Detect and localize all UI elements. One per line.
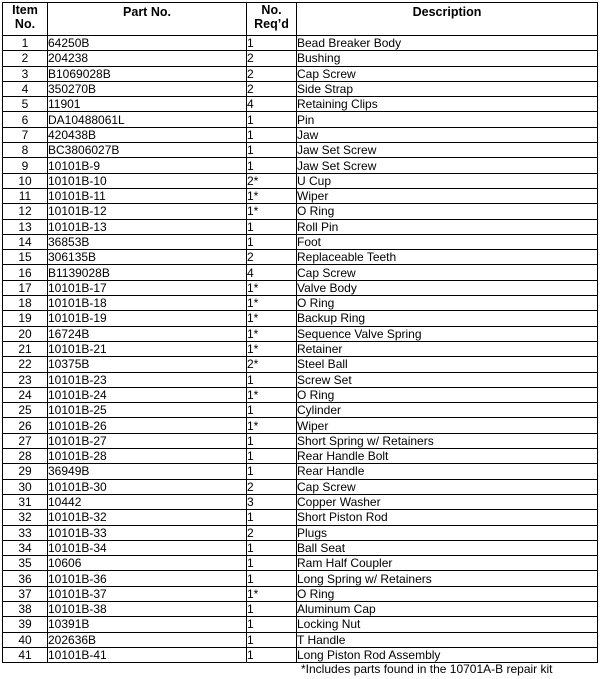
- part-no-cell: 11901: [48, 97, 247, 112]
- table-row: [3, 311, 598, 326]
- description-cell: Sequence Valve Spring: [297, 326, 598, 341]
- table-row: [3, 112, 598, 127]
- part-no-cell: 10101B-23: [48, 372, 247, 387]
- part-no-cell: 16724B: [48, 326, 247, 341]
- part-no-cell: 10101B-36: [48, 571, 247, 586]
- table-row: [3, 372, 598, 387]
- description-cell: Rear Handle: [297, 464, 598, 479]
- item-no-cell: 4: [3, 81, 48, 96]
- header-row: [3, 3, 598, 36]
- header-item-no-line2: No.: [14, 17, 36, 31]
- item-no-cell: 5: [3, 97, 48, 112]
- description-cell: U Cup: [297, 173, 598, 188]
- table-row: [3, 341, 598, 356]
- item-no-cell: 24: [3, 387, 48, 402]
- table-row: [3, 219, 598, 234]
- description-cell: Steel Ball: [297, 357, 598, 372]
- item-no-cell: 12: [3, 204, 48, 219]
- table-row: [3, 556, 598, 571]
- description-cell: Wiper: [297, 418, 598, 433]
- table-row: [3, 433, 598, 448]
- table-row: [3, 326, 598, 341]
- item-no-cell: 6: [3, 112, 48, 127]
- qty-cell: 1*: [247, 188, 297, 203]
- item-no-cell: 39: [3, 617, 48, 632]
- table-row: [3, 586, 598, 601]
- description-cell: Ball Seat: [297, 540, 598, 555]
- part-no-cell: 10101B-13: [48, 219, 247, 234]
- qty-cell: 1: [247, 127, 297, 142]
- part-no-cell: 10101B-41: [48, 647, 247, 662]
- item-no-cell: 1: [3, 36, 48, 51]
- part-no-cell: 420438B: [48, 127, 247, 142]
- description-cell: Screw Set: [297, 372, 598, 387]
- part-no-cell: 204238: [48, 51, 247, 66]
- table-row: [3, 479, 598, 494]
- qty-cell: 1*: [247, 326, 297, 341]
- part-no-cell: 36949B: [48, 464, 247, 479]
- part-no-cell: 10101B-38: [48, 601, 247, 616]
- description-cell: Cap Screw: [297, 66, 598, 81]
- qty-cell: 1: [247, 601, 297, 616]
- item-no-cell: 13: [3, 219, 48, 234]
- item-no-cell: 22: [3, 357, 48, 372]
- table-row: [3, 571, 598, 586]
- description-cell: Bushing: [297, 51, 598, 66]
- part-no-cell: 10101B-24: [48, 387, 247, 402]
- table-row: [3, 418, 598, 433]
- part-no-cell: 10101B-17: [48, 280, 247, 295]
- part-no-cell: 10101B-25: [48, 403, 247, 418]
- qty-cell: 1*: [247, 586, 297, 601]
- item-no-cell: 27: [3, 433, 48, 448]
- header-no-reqd-line2: Req’d: [254, 17, 289, 31]
- qty-cell: 1: [247, 219, 297, 234]
- qty-cell: 2: [247, 525, 297, 540]
- part-no-cell: 202636B: [48, 632, 247, 647]
- table-row: [3, 204, 598, 219]
- item-no-cell: 31: [3, 494, 48, 509]
- item-no-cell: 2: [3, 51, 48, 66]
- item-no-cell: 14: [3, 234, 48, 249]
- part-no-cell: 10391B: [48, 617, 247, 632]
- description-cell: Locking Nut: [297, 617, 598, 632]
- part-no-cell: 10606: [48, 556, 247, 571]
- part-no-cell: 10101B-30: [48, 479, 247, 494]
- table-row: [3, 81, 598, 96]
- part-no-cell: 306135B: [48, 250, 247, 265]
- table-row: [3, 36, 598, 51]
- table-row: [3, 66, 598, 81]
- description-cell: Retainer: [297, 341, 598, 356]
- part-no-cell: 36853B: [48, 234, 247, 249]
- table-row: [3, 158, 598, 173]
- description-cell: Long Spring w/ Retainers: [297, 571, 598, 586]
- description-cell: Short Piston Rod: [297, 510, 598, 525]
- item-no-cell: 11: [3, 188, 48, 203]
- part-no-cell: DA10488061L: [48, 112, 247, 127]
- item-no-cell: 20: [3, 326, 48, 341]
- table-row: [3, 127, 598, 142]
- part-no-cell: 10101B-27: [48, 433, 247, 448]
- footnote: *Includes parts found in the 10701A-B repair kit: [301, 662, 553, 676]
- qty-cell: 1: [247, 112, 297, 127]
- part-no-cell: BC3806027B: [48, 143, 247, 158]
- description-cell: Wiper: [297, 188, 598, 203]
- table-row: [3, 296, 598, 311]
- part-no-cell: 10101B-34: [48, 540, 247, 555]
- qty-cell: 4: [247, 265, 297, 280]
- item-no-cell: 36: [3, 571, 48, 586]
- item-no-cell: 26: [3, 418, 48, 433]
- item-no-cell: 15: [3, 250, 48, 265]
- header-part-no: Part No.: [48, 3, 247, 36]
- description-cell: Bead Breaker Body: [297, 36, 598, 51]
- qty-cell: 1: [247, 617, 297, 632]
- qty-cell: 1: [247, 234, 297, 249]
- item-no-cell: 3: [3, 66, 48, 81]
- qty-cell: 2*: [247, 357, 297, 372]
- part-no-cell: 10375B: [48, 357, 247, 372]
- qty-cell: 1: [247, 36, 297, 51]
- item-no-cell: 25: [3, 403, 48, 418]
- qty-cell: 4: [247, 97, 297, 112]
- item-no-cell: 9: [3, 158, 48, 173]
- description-cell: Foot: [297, 234, 598, 249]
- description-cell: Side Strap: [297, 81, 598, 96]
- table-row: [3, 280, 598, 295]
- item-no-cell: 30: [3, 479, 48, 494]
- description-cell: Jaw: [297, 127, 598, 142]
- description-cell: Short Spring w/ Retainers: [297, 433, 598, 448]
- qty-cell: 1*: [247, 296, 297, 311]
- header-no-reqd: [247, 3, 297, 36]
- part-no-cell: 10101B-11: [48, 188, 247, 203]
- header-item-no: [3, 3, 48, 36]
- table-row: [3, 357, 598, 372]
- item-no-cell: 16: [3, 265, 48, 280]
- header-no-reqd-line1: No.: [261, 3, 282, 17]
- table-row: [3, 617, 598, 632]
- description-cell: Long Piston Rod Assembly: [297, 647, 598, 662]
- table-row: [3, 540, 598, 555]
- part-no-cell: 10101B-33: [48, 525, 247, 540]
- part-no-cell: 10101B-26: [48, 418, 247, 433]
- description-cell: Pin: [297, 112, 598, 127]
- table-row: [3, 449, 598, 464]
- part-no-cell: B1139028B: [48, 265, 247, 280]
- part-no-cell: 10101B-19: [48, 311, 247, 326]
- qty-cell: 1*: [247, 341, 297, 356]
- item-no-cell: 32: [3, 510, 48, 525]
- item-no-cell: 37: [3, 586, 48, 601]
- header-item-no-line1: Item: [12, 3, 38, 17]
- description-cell: Cap Screw: [297, 265, 598, 280]
- table-row: [3, 387, 598, 402]
- qty-cell: 1*: [247, 387, 297, 402]
- item-no-cell: 18: [3, 296, 48, 311]
- item-no-cell: 29: [3, 464, 48, 479]
- description-cell: Roll Pin: [297, 219, 598, 234]
- table-row: [3, 494, 598, 509]
- qty-cell: 1: [247, 556, 297, 571]
- description-cell: Aluminum Cap: [297, 601, 598, 616]
- qty-cell: 2: [247, 66, 297, 81]
- table-row: [3, 265, 598, 280]
- part-no-cell: B1069028B: [48, 66, 247, 81]
- qty-cell: 2: [247, 479, 297, 494]
- part-no-cell: 10101B-37: [48, 586, 247, 601]
- table-row: [3, 143, 598, 158]
- item-no-cell: 33: [3, 525, 48, 540]
- qty-cell: 1: [247, 571, 297, 586]
- description-cell: Valve Body: [297, 280, 598, 295]
- description-cell: Retaining Clips: [297, 97, 598, 112]
- description-cell: Backup Ring: [297, 311, 598, 326]
- item-no-cell: 35: [3, 556, 48, 571]
- part-no-cell: 10101B-32: [48, 510, 247, 525]
- table-row: [3, 525, 598, 540]
- qty-cell: 1: [247, 464, 297, 479]
- qty-cell: 1: [247, 403, 297, 418]
- qty-cell: 1: [247, 510, 297, 525]
- table-row: [3, 510, 598, 525]
- qty-cell: 1*: [247, 418, 297, 433]
- qty-cell: 1: [247, 158, 297, 173]
- part-no-cell: 10101B-10: [48, 173, 247, 188]
- table-row: [3, 403, 598, 418]
- parts-table: [2, 2, 598, 663]
- description-cell: O Ring: [297, 387, 598, 402]
- item-no-cell: 41: [3, 647, 48, 662]
- qty-cell: 3: [247, 494, 297, 509]
- part-no-cell: 64250B: [48, 36, 247, 51]
- table-row: [3, 464, 598, 479]
- description-cell: Cylinder: [297, 403, 598, 418]
- item-no-cell: 10: [3, 173, 48, 188]
- header-description: Description: [297, 3, 598, 36]
- qty-cell: 2*: [247, 173, 297, 188]
- item-no-cell: 17: [3, 280, 48, 295]
- item-no-cell: 40: [3, 632, 48, 647]
- part-no-cell: 350270B: [48, 81, 247, 96]
- description-cell: Plugs: [297, 525, 598, 540]
- description-cell: Replaceable Teeth: [297, 250, 598, 265]
- part-no-cell: 10442: [48, 494, 247, 509]
- item-no-cell: 7: [3, 127, 48, 142]
- qty-cell: 1: [247, 647, 297, 662]
- description-cell: Jaw Set Screw: [297, 158, 598, 173]
- qty-cell: 1*: [247, 204, 297, 219]
- qty-cell: 1: [247, 143, 297, 158]
- table-row: [3, 173, 598, 188]
- part-no-cell: 10101B-12: [48, 204, 247, 219]
- table-row: [3, 632, 598, 647]
- qty-cell: 2: [247, 51, 297, 66]
- description-cell: Rear Handle Bolt: [297, 449, 598, 464]
- description-cell: O Ring: [297, 296, 598, 311]
- qty-cell: 1: [247, 449, 297, 464]
- item-no-cell: 34: [3, 540, 48, 555]
- item-no-cell: 28: [3, 449, 48, 464]
- part-no-cell: 10101B-9: [48, 158, 247, 173]
- table-row: [3, 250, 598, 265]
- description-cell: Cap Screw: [297, 479, 598, 494]
- description-cell: Ram Half Coupler: [297, 556, 598, 571]
- part-no-cell: 10101B-28: [48, 449, 247, 464]
- item-no-cell: 23: [3, 372, 48, 387]
- qty-cell: 1*: [247, 280, 297, 295]
- description-cell: Copper Washer: [297, 494, 598, 509]
- qty-cell: 1: [247, 433, 297, 448]
- table-row: [3, 234, 598, 249]
- table-row: [3, 647, 598, 662]
- qty-cell: 1: [247, 540, 297, 555]
- qty-cell: 2: [247, 250, 297, 265]
- qty-cell: 1*: [247, 311, 297, 326]
- table-row: [3, 51, 598, 66]
- part-no-cell: 10101B-21: [48, 341, 247, 356]
- table-row: [3, 97, 598, 112]
- qty-cell: 1: [247, 372, 297, 387]
- description-cell: T Handle: [297, 632, 598, 647]
- qty-cell: 1: [247, 632, 297, 647]
- item-no-cell: 8: [3, 143, 48, 158]
- description-cell: O Ring: [297, 204, 598, 219]
- part-no-cell: 10101B-18: [48, 296, 247, 311]
- item-no-cell: 21: [3, 341, 48, 356]
- item-no-cell: 38: [3, 601, 48, 616]
- table-row: [3, 601, 598, 616]
- description-cell: O Ring: [297, 586, 598, 601]
- qty-cell: 2: [247, 81, 297, 96]
- description-cell: Jaw Set Screw: [297, 143, 598, 158]
- item-no-cell: 19: [3, 311, 48, 326]
- table-row: [3, 188, 598, 203]
